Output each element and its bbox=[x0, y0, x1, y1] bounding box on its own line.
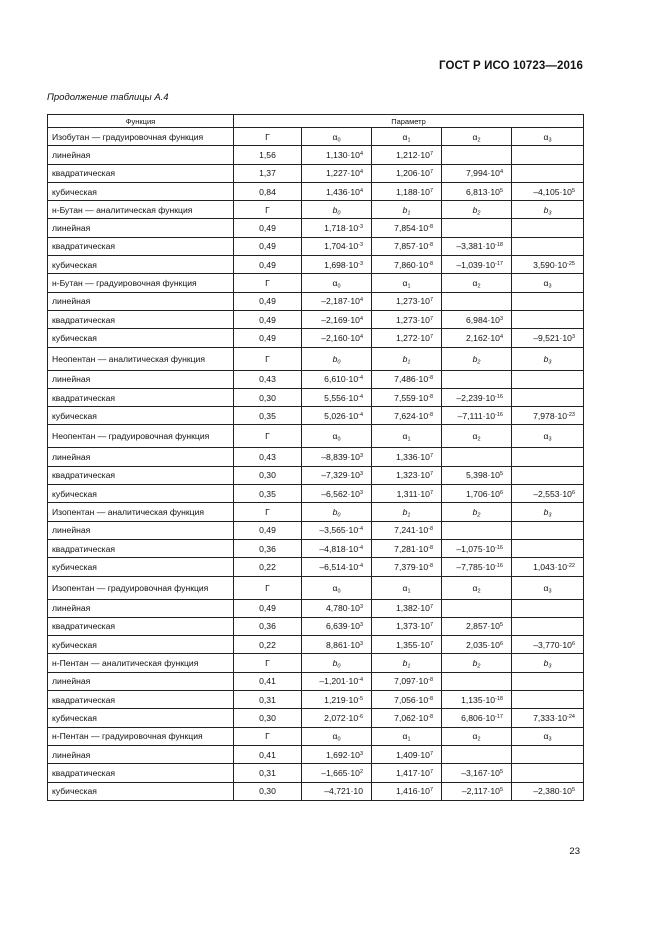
table-row bbox=[48, 782, 584, 800]
coefficient-value-cell: $5,398\cdot 10^5$ bbox=[442, 466, 512, 484]
gamma-cell: 0,30 bbox=[234, 709, 302, 727]
coefficient-value-cell: $-1,665\cdot 10^2$ bbox=[302, 764, 372, 782]
table-row bbox=[48, 448, 584, 466]
coefficient-value-cell bbox=[512, 521, 584, 539]
coefficient-value-cell bbox=[442, 521, 512, 539]
function-cell: кубическая bbox=[48, 485, 234, 503]
coefficient-value-cell: $7,860\cdot 10^{-8}$ bbox=[372, 256, 442, 274]
coefficient-value-cell: $7,062\cdot 10^{-8}$ bbox=[372, 709, 442, 727]
coefficient-value-cell: $1,219\cdot 10^{-5}$ bbox=[302, 691, 372, 709]
coefficient-value-cell: $5,556\cdot 10^{-4}$ bbox=[302, 388, 372, 406]
table-row bbox=[48, 310, 584, 328]
coefficient-value-cell: $-2,117\cdot 10^5$ bbox=[442, 782, 512, 800]
coefficient-value-cell: –4,721·10 bbox=[302, 782, 372, 800]
parameter-symbol-cell: $\alpha_1$ bbox=[372, 274, 442, 292]
coefficient-value-cell bbox=[442, 146, 512, 164]
coefficient-value-cell: $1,698\cdot 10^{-3}$ bbox=[302, 256, 372, 274]
coefficient-value-cell: $7,486\cdot 10^{-8}$ bbox=[372, 370, 442, 388]
table-section-header-row bbox=[48, 654, 584, 672]
gamma-cell: Г bbox=[234, 576, 302, 599]
gamma-cell: 0,35 bbox=[234, 485, 302, 503]
coefficient-value-cell bbox=[442, 599, 512, 617]
coefficient-value-cell: $-1,075\cdot 10^{-16}$ bbox=[442, 539, 512, 557]
gamma-cell: 0,49 bbox=[234, 521, 302, 539]
parameter-symbol-cell: $\alpha_3$ bbox=[512, 425, 584, 448]
gamma-cell: 1,37 bbox=[234, 164, 302, 182]
table-row bbox=[48, 709, 584, 727]
table-section-header-row bbox=[48, 347, 584, 370]
coefficient-value-cell: $-2,169\cdot 10^4$ bbox=[302, 310, 372, 328]
table-section-header-row bbox=[48, 425, 584, 448]
table-section-header-row bbox=[48, 727, 584, 745]
coefficient-value-cell: $7,281\cdot 10^{-8}$ bbox=[372, 539, 442, 557]
gamma-cell: 0,36 bbox=[234, 617, 302, 635]
parameter-symbol-cell: $b_1$ bbox=[372, 201, 442, 219]
coefficient-value-cell: $-3,565\cdot 10^{-4}$ bbox=[302, 521, 372, 539]
coefficient-value-cell: $2,035\cdot 10^6$ bbox=[442, 636, 512, 654]
gamma-cell: 1,56 bbox=[234, 146, 302, 164]
table-row bbox=[48, 292, 584, 310]
parameter-symbol-cell: $b_3$ bbox=[512, 503, 584, 521]
parameter-symbol-cell: $\alpha_2$ bbox=[442, 727, 512, 745]
coefficient-value-cell bbox=[512, 310, 584, 328]
function-cell: линейная bbox=[48, 146, 234, 164]
coefficient-value-cell: $6,610\cdot 10^{-4}$ bbox=[302, 370, 372, 388]
gamma-cell: Г bbox=[234, 727, 302, 745]
table-row bbox=[48, 329, 584, 347]
table-row bbox=[48, 146, 584, 164]
table-row bbox=[48, 219, 584, 237]
coefficient-value-cell: $-6,562\cdot 10^3$ bbox=[302, 485, 372, 503]
table-row bbox=[48, 164, 584, 182]
function-cell: кубическая bbox=[48, 329, 234, 347]
parameter-symbol-cell: $\alpha_1$ bbox=[372, 128, 442, 146]
coefficient-value-cell: $1,272\cdot 10^7$ bbox=[372, 329, 442, 347]
coefficient-value-cell: $5,026\cdot 10^{-4}$ bbox=[302, 407, 372, 425]
page-number: 23 bbox=[569, 846, 580, 857]
coefficient-value-cell: $7,854\cdot 10^{-8}$ bbox=[372, 219, 442, 237]
table-row bbox=[48, 237, 584, 255]
coefficient-value-cell: $1,273\cdot 10^7$ bbox=[372, 310, 442, 328]
function-cell: н-Пентан — градуировочная функция bbox=[48, 727, 234, 745]
gamma-cell: 0,30 bbox=[234, 388, 302, 406]
function-cell: н-Бутан — аналитическая функция bbox=[48, 201, 234, 219]
coefficients-table bbox=[47, 114, 584, 801]
coefficient-value-cell: $1,188\cdot 10^7$ bbox=[372, 182, 442, 200]
table-row bbox=[48, 636, 584, 654]
table-row bbox=[48, 558, 584, 576]
table-section-header-row bbox=[48, 201, 584, 219]
parameter-symbol-cell: $b_1$ bbox=[372, 503, 442, 521]
coefficient-value-cell: $1,373\cdot 10^7$ bbox=[372, 617, 442, 635]
gamma-cell: 0,49 bbox=[234, 329, 302, 347]
coefficient-value-cell: $1,692\cdot 10^3$ bbox=[302, 745, 372, 763]
function-cell: линейная bbox=[48, 672, 234, 690]
function-cell: н-Пентан — аналитическая функция bbox=[48, 654, 234, 672]
coefficient-value-cell bbox=[512, 764, 584, 782]
coefficient-value-cell: $1,323\cdot 10^7$ bbox=[372, 466, 442, 484]
table-row bbox=[48, 599, 584, 617]
parameter-symbol-cell: $\alpha_3$ bbox=[512, 576, 584, 599]
document-standard-number: ГОСТ Р ИСО 10723—2016 bbox=[438, 60, 583, 72]
coefficient-value-cell bbox=[512, 539, 584, 557]
parameter-symbol-cell: $b_0$ bbox=[302, 201, 372, 219]
coefficient-value-cell: $1,409\cdot 10^7$ bbox=[372, 745, 442, 763]
coefficient-value-cell: $6,806\cdot 10^{-17}$ bbox=[442, 709, 512, 727]
coefficient-value-cell bbox=[512, 617, 584, 635]
coefficient-value-cell bbox=[512, 388, 584, 406]
coefficient-value-cell: $1,704\cdot 10^{-3}$ bbox=[302, 237, 372, 255]
table-row bbox=[48, 691, 584, 709]
gamma-cell: 0,49 bbox=[234, 310, 302, 328]
coefficient-value-cell: $-6,514\cdot 10^{-4}$ bbox=[302, 558, 372, 576]
coefficient-value-cell: $6,813\cdot 10^5$ bbox=[442, 182, 512, 200]
function-cell: квадратическая bbox=[48, 237, 234, 255]
coefficient-value-cell: $-2,239\cdot 10^{-16}$ bbox=[442, 388, 512, 406]
coefficient-value-cell: $2,857\cdot 10^5$ bbox=[442, 617, 512, 635]
gamma-cell: 0,49 bbox=[234, 292, 302, 310]
parameter-symbol-cell: $\alpha_2$ bbox=[442, 425, 512, 448]
coefficient-value-cell bbox=[512, 219, 584, 237]
coefficient-value-cell: $8,861\cdot 10^3$ bbox=[302, 636, 372, 654]
table-row bbox=[48, 466, 584, 484]
coefficient-value-cell: $-1,201\cdot 10^{-4}$ bbox=[302, 672, 372, 690]
table-section-header-row bbox=[48, 274, 584, 292]
coefficient-value-cell: $1,043\cdot 10^{-22}$ bbox=[512, 558, 584, 576]
function-cell: кубическая bbox=[48, 256, 234, 274]
gamma-cell: 0,49 bbox=[234, 237, 302, 255]
parameter-symbol-cell: $b_2$ bbox=[442, 654, 512, 672]
gamma-cell: 0,49 bbox=[234, 256, 302, 274]
column-header-parameter: Параметр bbox=[234, 115, 584, 128]
coefficient-value-cell: $7,379\cdot 10^{-8}$ bbox=[372, 558, 442, 576]
parameter-symbol-cell: $b_0$ bbox=[302, 503, 372, 521]
coefficient-value-cell: $-2,380\cdot 10^5$ bbox=[512, 782, 584, 800]
coefficient-value-cell bbox=[442, 672, 512, 690]
function-cell: квадратическая bbox=[48, 691, 234, 709]
function-cell: кубическая bbox=[48, 558, 234, 576]
parameter-symbol-cell: $\alpha_1$ bbox=[372, 727, 442, 745]
coefficient-value-cell bbox=[512, 691, 584, 709]
function-cell: кубическая bbox=[48, 182, 234, 200]
coefficient-value-cell bbox=[442, 219, 512, 237]
coefficient-value-cell: $1,382\cdot 10^7$ bbox=[372, 599, 442, 617]
function-cell: Изобутан — градуировочная функция bbox=[48, 128, 234, 146]
coefficient-value-cell bbox=[512, 237, 584, 255]
coefficient-value-cell: $-2,187\cdot 10^4$ bbox=[302, 292, 372, 310]
function-cell: квадратическая bbox=[48, 617, 234, 635]
parameter-symbol-cell: $\alpha_0$ bbox=[302, 128, 372, 146]
function-cell: линейная bbox=[48, 745, 234, 763]
parameter-symbol-cell: $\alpha_3$ bbox=[512, 128, 584, 146]
coefficient-value-cell: $7,624\cdot 10^{-8}$ bbox=[372, 407, 442, 425]
function-cell: Изопентан — аналитическая функция bbox=[48, 503, 234, 521]
coefficient-value-cell: $1,135\cdot 10^{-18}$ bbox=[442, 691, 512, 709]
function-cell: кубическая bbox=[48, 407, 234, 425]
gamma-cell: Г bbox=[234, 654, 302, 672]
parameter-symbol-cell: $b_2$ bbox=[442, 201, 512, 219]
table-header-row bbox=[48, 115, 584, 128]
table-row bbox=[48, 617, 584, 635]
coefficient-value-cell: $7,097\cdot 10^{-8}$ bbox=[372, 672, 442, 690]
coefficient-value-cell: $1,416\cdot 10^7$ bbox=[372, 782, 442, 800]
column-header-function: Функция bbox=[48, 115, 234, 128]
coefficient-value-cell: $-3,381\cdot 10^{-18}$ bbox=[442, 237, 512, 255]
coefficient-value-cell: $7,978\cdot 10^{-23}$ bbox=[512, 407, 584, 425]
parameter-symbol-cell: $b_1$ bbox=[372, 347, 442, 370]
gamma-cell: 0,31 bbox=[234, 764, 302, 782]
parameter-symbol-cell: $\alpha_0$ bbox=[302, 274, 372, 292]
function-cell: кубическая bbox=[48, 782, 234, 800]
coefficient-value-cell bbox=[442, 370, 512, 388]
table-row bbox=[48, 539, 584, 557]
function-cell: Изопентан — градуировочная функция bbox=[48, 576, 234, 599]
coefficient-value-cell: $7,241\cdot 10^{-8}$ bbox=[372, 521, 442, 539]
gamma-cell: 0,41 bbox=[234, 672, 302, 690]
function-cell: кубическая bbox=[48, 636, 234, 654]
coefficient-value-cell: $1,206\cdot 10^7$ bbox=[372, 164, 442, 182]
gamma-cell: 0,22 bbox=[234, 636, 302, 654]
coefficient-value-cell: $1,718\cdot 10^{-3}$ bbox=[302, 219, 372, 237]
function-cell: квадратическая bbox=[48, 164, 234, 182]
parameter-symbol-cell: $\alpha_1$ bbox=[372, 576, 442, 599]
parameter-symbol-cell: $b_0$ bbox=[302, 654, 372, 672]
coefficient-value-cell bbox=[512, 164, 584, 182]
coefficient-value-cell bbox=[512, 292, 584, 310]
table-section-header-row bbox=[48, 503, 584, 521]
table-body bbox=[48, 128, 584, 801]
coefficient-value-cell bbox=[512, 745, 584, 763]
coefficient-value-cell: $3,590\cdot 10^{-25}$ bbox=[512, 256, 584, 274]
parameter-symbol-cell: $\alpha_3$ bbox=[512, 274, 584, 292]
coefficient-value-cell bbox=[512, 466, 584, 484]
parameter-symbol-cell: $b_3$ bbox=[512, 201, 584, 219]
table-row bbox=[48, 370, 584, 388]
gamma-cell: 0,31 bbox=[234, 691, 302, 709]
function-cell: квадратическая bbox=[48, 388, 234, 406]
function-cell: кубическая bbox=[48, 709, 234, 727]
parameter-symbol-cell: $b_3$ bbox=[512, 347, 584, 370]
coefficient-value-cell: $7,056\cdot 10^{-8}$ bbox=[372, 691, 442, 709]
table-section-header-row bbox=[48, 576, 584, 599]
table-section-header-row bbox=[48, 128, 584, 146]
table-row bbox=[48, 764, 584, 782]
function-cell: линейная bbox=[48, 219, 234, 237]
coefficient-value-cell: $-9,521\cdot 10^3$ bbox=[512, 329, 584, 347]
coefficient-value-cell: $-2,553\cdot 10^6$ bbox=[512, 485, 584, 503]
table-row bbox=[48, 256, 584, 274]
coefficient-value-cell: $-1,039\cdot 10^{-17}$ bbox=[442, 256, 512, 274]
gamma-cell: 0,22 bbox=[234, 558, 302, 576]
gamma-cell: Г bbox=[234, 201, 302, 219]
parameter-symbol-cell: $\alpha_0$ bbox=[302, 727, 372, 745]
table-row bbox=[48, 672, 584, 690]
coefficient-value-cell: $2,072\cdot 10^{-6}$ bbox=[302, 709, 372, 727]
coefficient-value-cell: $-7,329\cdot 10^3$ bbox=[302, 466, 372, 484]
coefficient-value-cell: $-7,785\cdot 10^{-16}$ bbox=[442, 558, 512, 576]
table-row bbox=[48, 521, 584, 539]
table-row bbox=[48, 745, 584, 763]
coefficient-value-cell: $-4,818\cdot 10^{-4}$ bbox=[302, 539, 372, 557]
function-cell: линейная bbox=[48, 448, 234, 466]
coefficient-value-cell: $1,130\cdot 10^4$ bbox=[302, 146, 372, 164]
coefficient-value-cell bbox=[512, 370, 584, 388]
gamma-cell: Г bbox=[234, 274, 302, 292]
coefficient-value-cell bbox=[442, 292, 512, 310]
parameter-symbol-cell: $\alpha_2$ bbox=[442, 128, 512, 146]
parameter-symbol-cell: $\alpha_3$ bbox=[512, 727, 584, 745]
function-cell: квадратическая bbox=[48, 764, 234, 782]
gamma-cell: 0,35 bbox=[234, 407, 302, 425]
gamma-cell: 0,49 bbox=[234, 599, 302, 617]
coefficient-value-cell bbox=[512, 448, 584, 466]
coefficient-value-cell: $-4,105\cdot 10^5$ bbox=[512, 182, 584, 200]
coefficient-value-cell: $7,994\cdot 10^4$ bbox=[442, 164, 512, 182]
coefficient-value-cell: $2,162\cdot 10^4$ bbox=[442, 329, 512, 347]
gamma-cell: Г bbox=[234, 503, 302, 521]
function-cell: квадратическая bbox=[48, 539, 234, 557]
function-cell: квадратическая bbox=[48, 310, 234, 328]
coefficient-value-cell: $1,436\cdot 10^4$ bbox=[302, 182, 372, 200]
parameter-symbol-cell: $\alpha_0$ bbox=[302, 576, 372, 599]
parameter-symbol-cell: $b_2$ bbox=[442, 503, 512, 521]
coefficient-value-cell: $1,355\cdot 10^7$ bbox=[372, 636, 442, 654]
coefficient-value-cell: $-3,770\cdot 10^6$ bbox=[512, 636, 584, 654]
table-caption: Продолжение таблицы А.4 bbox=[47, 92, 169, 103]
function-cell: линейная bbox=[48, 599, 234, 617]
coefficient-value-cell bbox=[512, 599, 584, 617]
coefficient-value-cell: $1,417\cdot 10^7$ bbox=[372, 764, 442, 782]
parameter-symbol-cell: $b_1$ bbox=[372, 654, 442, 672]
coefficient-value-cell: $7,333\cdot 10^{-24}$ bbox=[512, 709, 584, 727]
coefficient-value-cell bbox=[442, 448, 512, 466]
coefficient-value-cell: $1,227\cdot 10^4$ bbox=[302, 164, 372, 182]
coefficient-value-cell bbox=[442, 745, 512, 763]
gamma-cell: 0,43 bbox=[234, 370, 302, 388]
parameter-symbol-cell: $b_0$ bbox=[302, 347, 372, 370]
function-cell: н-Бутан — градуировочная функция bbox=[48, 274, 234, 292]
parameter-symbol-cell: $\alpha_1$ bbox=[372, 425, 442, 448]
coefficient-value-cell: $1,311\cdot 10^7$ bbox=[372, 485, 442, 503]
gamma-cell: 0,36 bbox=[234, 539, 302, 557]
coefficient-value-cell: $-2,160\cdot 10^4$ bbox=[302, 329, 372, 347]
coefficient-value-cell bbox=[512, 672, 584, 690]
coefficient-value-cell: $1,336\cdot 10^7$ bbox=[372, 448, 442, 466]
coefficient-value-cell: $1,273\cdot 10^7$ bbox=[372, 292, 442, 310]
table-row bbox=[48, 407, 584, 425]
function-cell: квадратическая bbox=[48, 466, 234, 484]
parameter-symbol-cell: $\alpha_2$ bbox=[442, 274, 512, 292]
parameter-symbol-cell: $\alpha_2$ bbox=[442, 576, 512, 599]
table-row bbox=[48, 388, 584, 406]
coefficient-value-cell: $1,706\cdot 10^6$ bbox=[442, 485, 512, 503]
coefficient-value-cell: $-8,839\cdot 10^3$ bbox=[302, 448, 372, 466]
gamma-cell: Г bbox=[234, 425, 302, 448]
gamma-cell: 0,49 bbox=[234, 219, 302, 237]
coefficient-value-cell: $4,780\cdot 10^3$ bbox=[302, 599, 372, 617]
function-cell: Неопентан — аналитическая функция bbox=[48, 347, 234, 370]
table-row bbox=[48, 485, 584, 503]
parameter-symbol-cell: $b_2$ bbox=[442, 347, 512, 370]
gamma-cell: 0,30 bbox=[234, 466, 302, 484]
parameter-symbol-cell: $b_3$ bbox=[512, 654, 584, 672]
coefficient-value-cell: $7,857\cdot 10^{-8}$ bbox=[372, 237, 442, 255]
parameter-symbol-cell: $\alpha_0$ bbox=[302, 425, 372, 448]
coefficient-value-cell bbox=[512, 146, 584, 164]
function-cell: Неопентан — градуировочная функция bbox=[48, 425, 234, 448]
coefficient-value-cell: $7,559\cdot 10^{-8}$ bbox=[372, 388, 442, 406]
table-row bbox=[48, 182, 584, 200]
gamma-cell: 0,30 bbox=[234, 782, 302, 800]
function-cell: линейная bbox=[48, 370, 234, 388]
function-cell: линейная bbox=[48, 292, 234, 310]
coefficient-value-cell: $6,639\cdot 10^3$ bbox=[302, 617, 372, 635]
gamma-cell: 0,41 bbox=[234, 745, 302, 763]
coefficient-value-cell: $6,984\cdot 10^3$ bbox=[442, 310, 512, 328]
coefficient-value-cell: $1,212\cdot 10^7$ bbox=[372, 146, 442, 164]
gamma-cell: 0,84 bbox=[234, 182, 302, 200]
function-cell: линейная bbox=[48, 521, 234, 539]
coefficient-value-cell: $-3,167\cdot 10^5$ bbox=[442, 764, 512, 782]
gamma-cell: Г bbox=[234, 347, 302, 370]
coefficient-value-cell: $-7,111\cdot 10^{-16}$ bbox=[442, 407, 512, 425]
gamma-cell: 0,43 bbox=[234, 448, 302, 466]
gamma-cell: Г bbox=[234, 128, 302, 146]
